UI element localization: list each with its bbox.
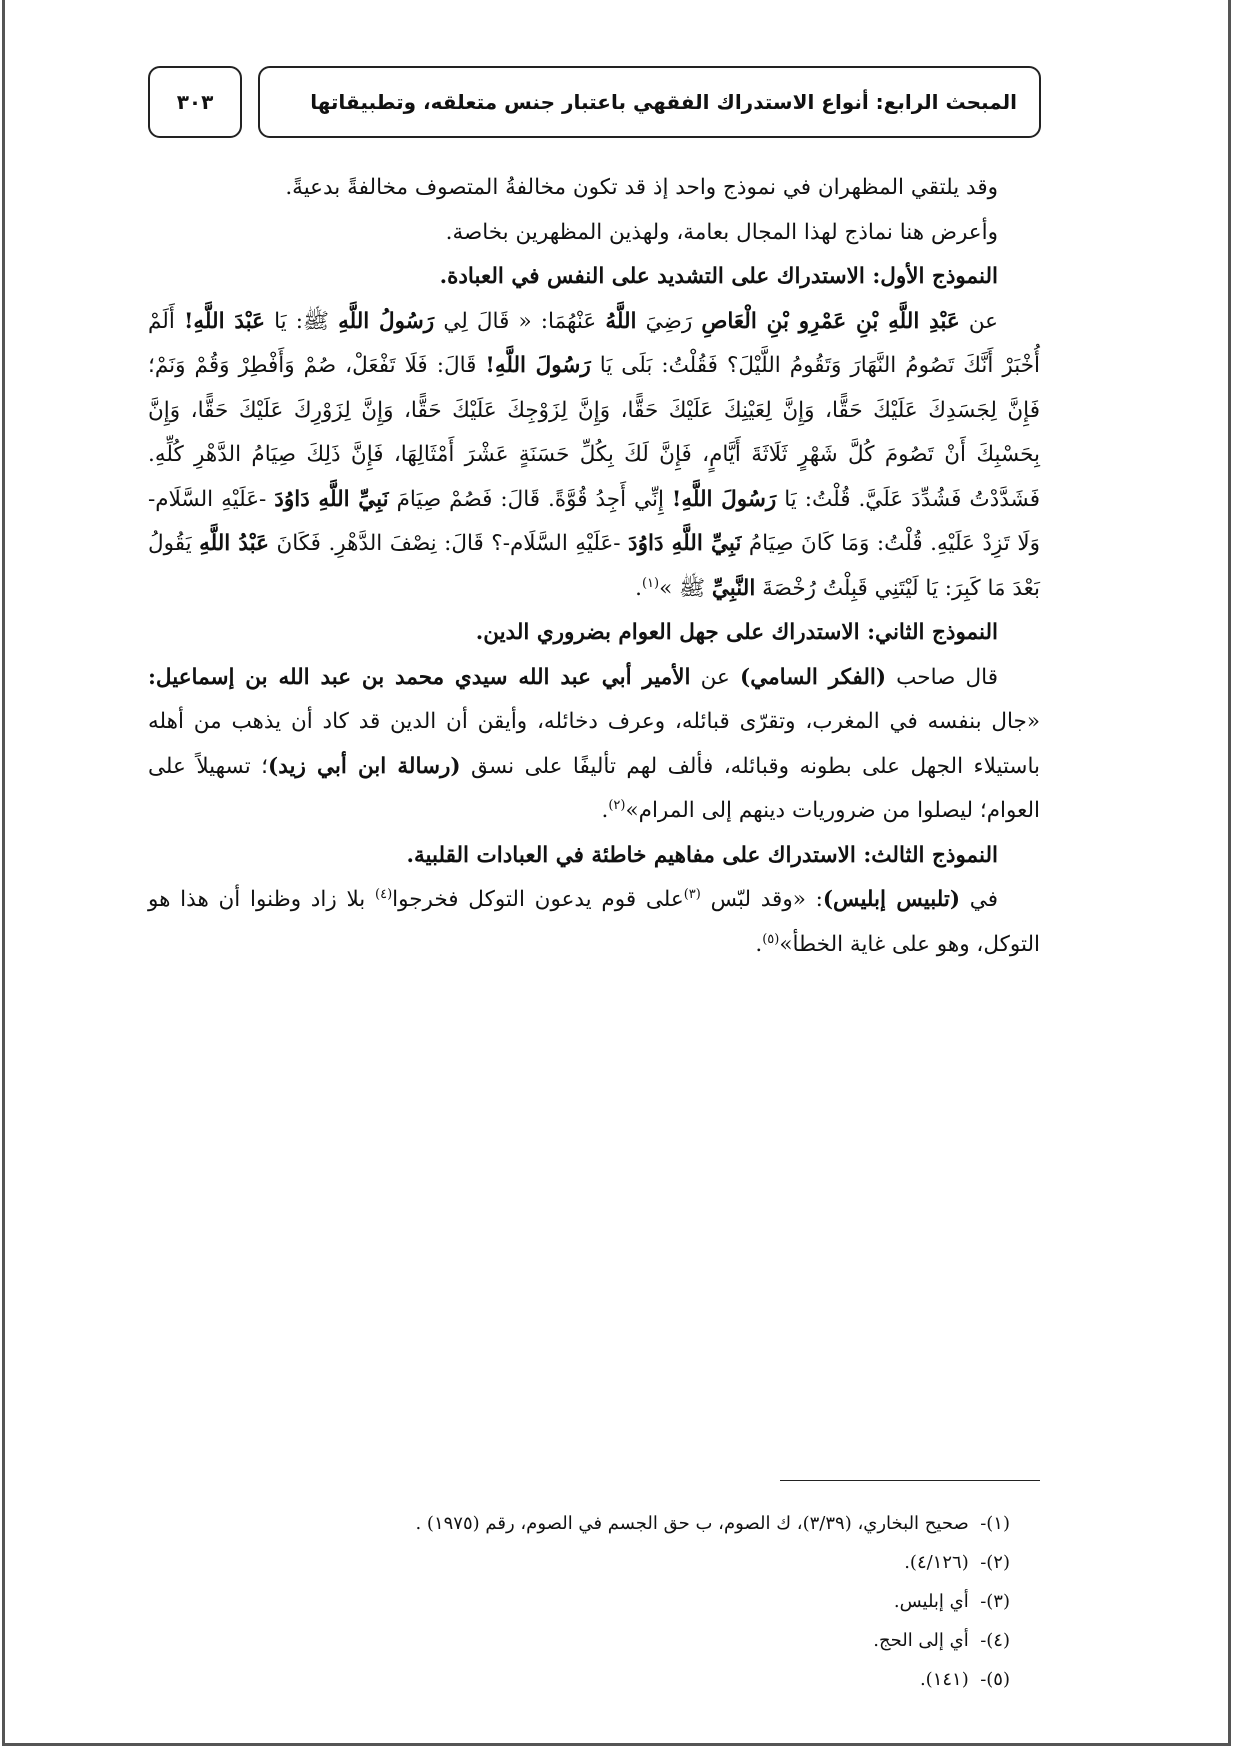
footnote-ref-5: (٥) (762, 931, 780, 947)
footnote-separator (780, 1480, 1040, 1481)
footnote-item: (١)- صحيح البخاري، (٣/٣٩)، ك الصوم، ب حق الجسم في الصوم، رقم (١٩٧٥) . (415, 1513, 1010, 1534)
main-text (148, 166, 1040, 967)
heading-model-1: النموذج الأول: الاستدراك على التشديد على النفس في العبادة. (439, 264, 998, 289)
footnote-item: (٣)- أي إبليس. (893, 1591, 1010, 1612)
footnote-ref-1: (١) (641, 575, 660, 591)
footnote-ref-2: (٢) (608, 797, 626, 813)
footnote-item: (٥)- (١٤١). (919, 1669, 1010, 1690)
paragraph-hadith: عن عَبْدِ اللَّهِ بْنِ عَمْرِو بْنِ الْعَاصِ رَضِيَ اللَّهُ عَنْهُمَا: « قَالَ لِي رَسُولُ اللَّهِ ﷺ: يَا عَبْدَ اللَّهِ! أَلَمْ أُخْبَرْ أَنَّكَ تَصُومُ النَّهَارَ وَتَقُومُ اللَّيْلَ؟ فَقُلْتُ: بَلَى يَا رَسُولَ اللَّهِ! قَالَ: فَلَا تَفْعَلْ، صُمْ وَأَفْطِرْ وَقُمْ وَنَمْ؛ فَإِنَّ لِجَسَدِكَ عَلَيْكَ حَقًّا، وَإِنَّ لِعَيْنِكَ عَلَيْكَ حَقًّا، وَإِنَّ لِزَوْجِكَ عَلَيْكَ حَقًّا، وَإِنَّ لِزَوْرِكَ عَلَيْكَ حَقًّا، وَإِنَّ بِحَسْبِكَ أَنْ تَصُومَ كُلَّ شَهْرٍ ثَلَاثَةَ أَيَّامٍ، فَإِنَّ لَكَ بِكُلِّ حَسَنَةٍ عَشْرَ أَمْثَالِهَا، فَإِنَّ ذَلِكَ صِيَامُ الدَّهْرِ كُلِّهِ. فَشَدَّدْتُ فَشُدِّدَ عَلَيَّ. قُلْتُ: يَا رَسُولَ اللَّهِ! إِنِّي أَجِدُ قُوَّةً. قَالَ: فَصُمْ صِيَامَ نَبِيِّ اللَّهِ دَاوُدَ -عَلَيْهِ السَّلَام- وَلَا تَزِدْ عَلَيْهِ. قُلْتُ: وَمَا كَانَ صِيَامُ نَبِيِّ اللَّهِ دَاوُدَ -عَلَيْهِ السَّلَام-؟ قَالَ: نِصْفَ الدَّهْرِ. فَكَانَ عَبْدُ اللَّهِ يَقُولُ بَعْدَ مَا كَبِرَ: يَا لَيْتَنِي قَبِلْتُ رُخْصَةَ النَّبِيِّ ﷺ »$^{(١)}$. (148, 308, 1040, 601)
footnote-ref-3: (٣) (683, 886, 701, 902)
page-number-box (148, 66, 242, 138)
footnote-item: (٤)- أي إلى الحج. (873, 1630, 1010, 1651)
page-number: ٣٠٣ (176, 90, 214, 114)
paragraph-model-3: في (تلبيس إبليس): «وقد لبّس $^{(٣)}$على قوم يدعون التوكل فخرجوا$^{(٤)}$ بلا زاد وظنوا أن هذا هو التوكل، وهو على غاية الخطأ»$^{(٥)}$. (148, 886, 1040, 957)
heading-model-3: النموذج الثالث: الاستدراك على مفاهيم خاطئة في العبادات القلبية. (406, 842, 998, 868)
running-header-title: المبحث الرابع: أنواع الاستدراك الفقهي باعتبار جنس متعلقه، وتطبيقاتها (310, 90, 1017, 114)
footnote-item: (٢)- (٤/١٢٦). (904, 1552, 1010, 1573)
heading-model-2: النموذج الثاني: الاستدراك على جهل العوام بضروري الدين. (475, 620, 998, 645)
footnotes (148, 1504, 1010, 1699)
running-header (258, 66, 1041, 138)
footnote-ref-4: (٤) (375, 886, 393, 902)
paragraph-model-2: قال صاحب (الفكر السامي) عن الأمير أبي عبد الله سيدي محمد بن عبد الله بن إسماعيل: «جال بنفسه في المغرب، وتقرّى قبائله، وعرف دخائله، وأيقن أن الدين قد كاد أن يذهب من أهله باستيلاء الجهل على بطونه وقبائله، فألف لهم تأليفًا على نسق (رسالة ابن أبي زيد)؛ تسهيلاً على العوام؛ ليصلوا من ضروريات دينهم إلى المرام»$^{(٢)}$. (148, 664, 1040, 823)
paragraph-intro: وقد يلتقي المظهران في نموذج واحد إذ قد تكون مخالفةُ المتصوف مخالفةً بدعيةً. (285, 175, 998, 200)
paragraph-overview: وأعرض هنا نماذج لهذا المجال بعامة، ولهذين المظهرين بخاصة. (445, 219, 998, 245)
